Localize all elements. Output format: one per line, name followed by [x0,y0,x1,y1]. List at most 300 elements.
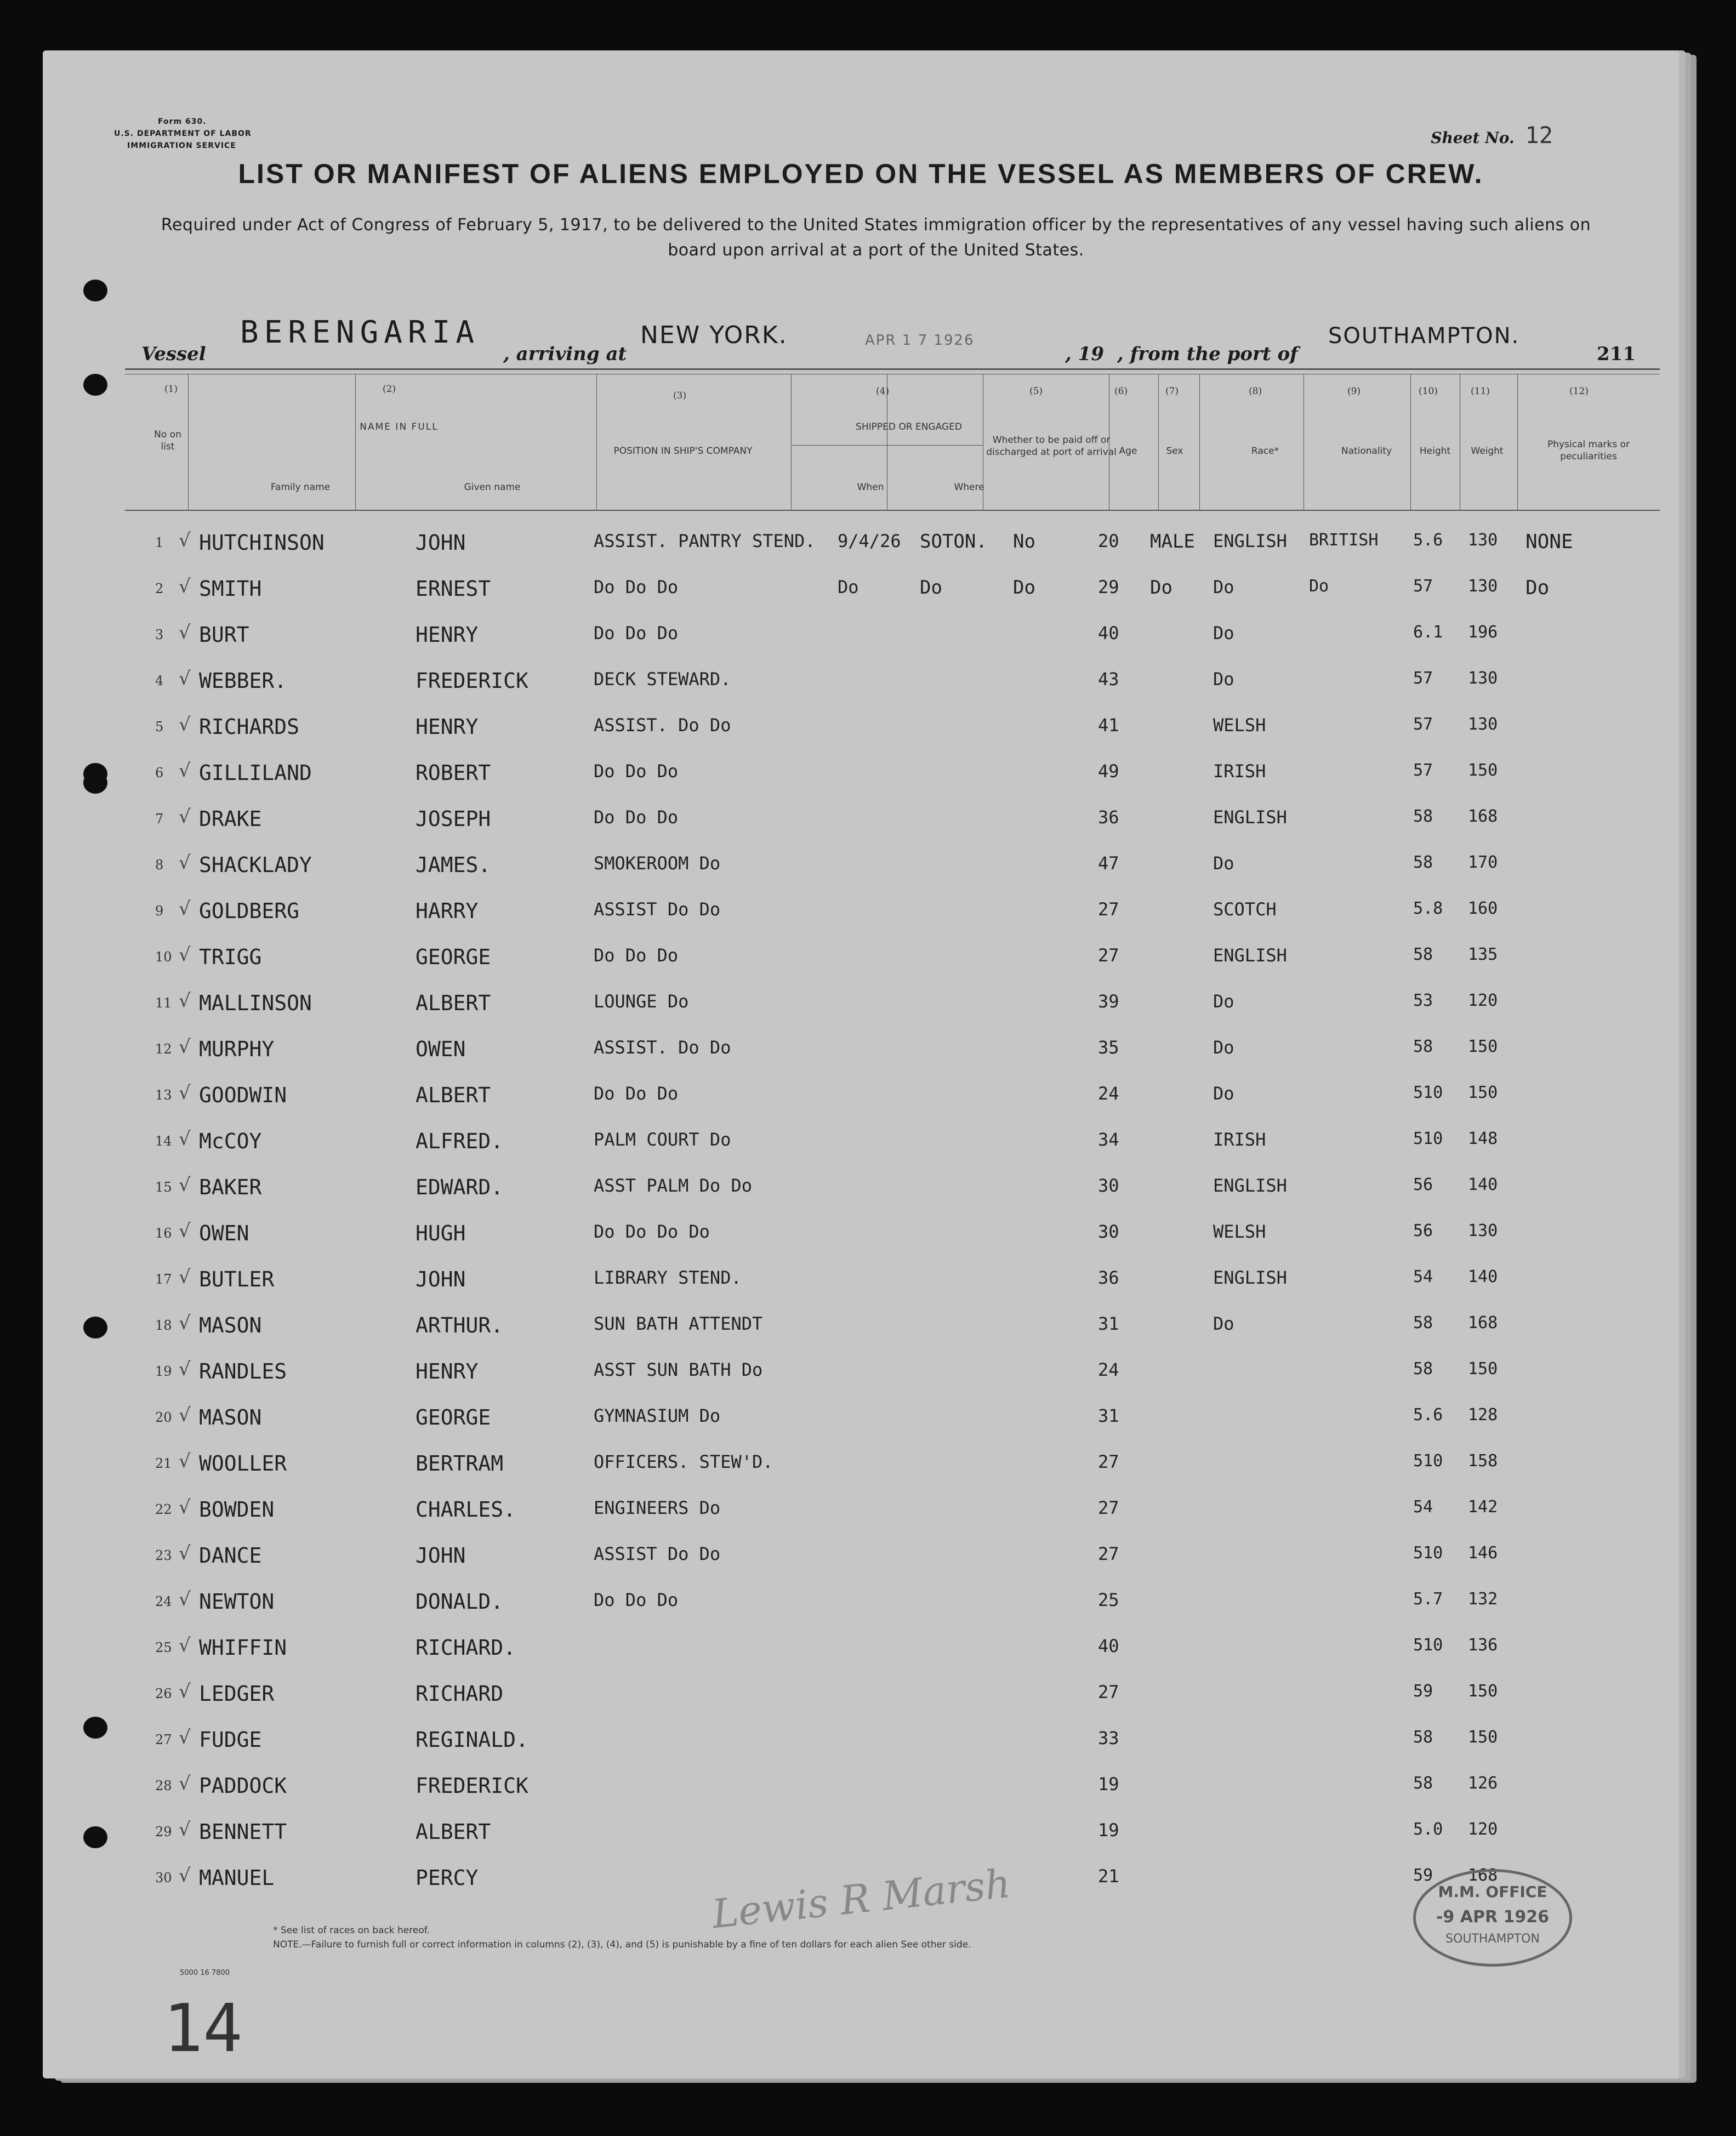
check-mark-icon: √ [179,1036,191,1058]
age: 36 [1098,807,1119,828]
weight: 150 [1468,1037,1498,1056]
age: 33 [1098,1728,1119,1748]
given-name: REGINALD. [415,1728,528,1752]
given-name: HENRY [415,1359,479,1383]
port-of-arrival: NEW YORK. [640,321,788,349]
paid-off: No [1013,531,1035,552]
age: 27 [1098,899,1119,920]
family-name: McCOY [199,1129,262,1153]
position: SUN BATH ATTENDT [594,1313,763,1334]
height: 58 [1413,1728,1433,1747]
print-code: 5000 16 7800 [180,1969,230,1977]
height: 510 [1413,1129,1443,1148]
row-number: 30 [155,1870,172,1886]
age: 24 [1098,1083,1119,1104]
arrival-date-stamp: APR 1 7 1926 [865,332,975,349]
height: 58 [1413,1774,1433,1793]
height: 54 [1413,1497,1433,1517]
age: 49 [1098,761,1119,782]
table-row [43,1034,1679,1080]
row-number: 16 [155,1226,172,1241]
row-number: 18 [155,1318,172,1333]
race: WELSH [1213,715,1266,736]
check-mark-icon: √ [179,1634,191,1656]
row-number: 15 [155,1180,172,1195]
col-num-5: (5) [1029,386,1043,397]
given-name: RICHARD [415,1682,504,1706]
weight: 140 [1468,1267,1498,1286]
check-mark-icon: √ [179,1082,191,1104]
vessel-line [43,295,1679,365]
position: PALM COURT Do [594,1129,731,1150]
race: ENGLISH [1213,1267,1287,1288]
row-number: 23 [155,1548,172,1563]
col-when: When [857,482,884,493]
table-row [43,573,1679,619]
given-name: ROBERT [415,761,491,785]
check-mark-icon: √ [179,1312,191,1334]
weight: 168 [1468,1866,1498,1885]
col-num-8: (8) [1249,386,1262,397]
race: SCOTCH [1213,899,1277,920]
race: ENGLISH [1213,531,1287,551]
position: ASSIST Do Do [594,899,721,920]
col-physical-marks: Physical marks or peculiarities [1547,439,1630,462]
table-row [43,1770,1679,1816]
weight: 130 [1468,531,1498,550]
column-rule [188,374,189,510]
weight: 150 [1468,1359,1498,1379]
check-mark-icon: √ [179,898,191,920]
weight: 130 [1468,669,1498,688]
row-number: 14 [155,1133,172,1149]
col-weight: Weight [1471,446,1504,457]
height: 56 [1413,1221,1433,1240]
family-name: MASON [199,1313,262,1337]
family-name: DANCE [199,1543,262,1568]
height: 57 [1413,669,1433,688]
header-bottom-rule [125,510,1660,511]
row-number: 12 [155,1041,172,1057]
height: 5.8 [1413,899,1443,918]
check-mark-icon: √ [179,1404,191,1426]
row-number: 3 [155,627,164,642]
given-name: HENRY [415,623,479,647]
family-name: NEWTON [199,1590,275,1614]
age: 29 [1098,577,1119,597]
department: U.S. DEPARTMENT OF LABOR [114,129,252,138]
age: 27 [1098,945,1119,966]
from-port-label: , from the port of [1117,343,1298,365]
weight: 142 [1468,1497,1498,1517]
stamp-line-1: M.M. OFFICE [1438,1883,1547,1901]
table-row [43,665,1679,711]
table-row [43,1310,1679,1356]
family-name: MASON [199,1405,262,1429]
height: 5.6 [1413,531,1443,550]
race: IRISH [1213,1129,1266,1150]
check-mark-icon: √ [179,1773,191,1795]
height: 58 [1413,1313,1433,1332]
given-name: FREDERICK [415,1774,528,1798]
table-row [43,1356,1679,1402]
table-row [43,988,1679,1034]
row-number: 7 [155,811,164,827]
weight: 146 [1468,1543,1498,1563]
age: 41 [1098,715,1119,736]
age: 34 [1098,1129,1119,1150]
check-mark-icon: √ [179,990,191,1012]
stamp-line-2: -9 APR 1926 [1436,1907,1549,1927]
row-number: 13 [155,1087,172,1103]
race: ENGLISH [1213,1175,1287,1196]
position: SMOKEROOM Do [594,853,721,874]
weight: 170 [1468,853,1498,872]
age: 47 [1098,853,1119,874]
race: ENGLISH [1213,807,1287,828]
table-row [43,1080,1679,1126]
weight: 150 [1468,1682,1498,1701]
given-name: JOSEPH [415,807,491,831]
age: 36 [1098,1267,1119,1288]
given-name: GEORGE [415,1405,491,1429]
check-mark-icon: √ [179,1128,191,1150]
row-number: 19 [155,1364,172,1379]
check-mark-icon: √ [179,1588,191,1610]
family-name: SMITH [199,577,262,601]
given-name: OWEN [415,1037,466,1061]
check-mark-icon: √ [179,668,191,690]
col-num-6: (6) [1114,386,1128,397]
given-name: PERCY [415,1866,479,1890]
row-number: 11 [155,995,172,1011]
height: 57 [1413,715,1433,734]
weight: 130 [1468,1221,1498,1240]
column-rule [791,374,792,510]
check-mark-icon: √ [179,1358,191,1380]
row-number: 8 [155,857,164,873]
table-row [43,1218,1679,1264]
family-name: MALLINSON [199,991,312,1015]
col-paid-off: Whether to be paid off or discharged at port of arrival [986,435,1117,458]
table-row [43,757,1679,804]
given-name: BERTRAM [415,1451,504,1476]
table-row [43,804,1679,850]
age: 39 [1098,991,1119,1012]
family-name: MANUEL [199,1866,275,1890]
year-label: , 19 [1065,343,1104,365]
family-name: FUDGE [199,1728,262,1752]
given-name: ALBERT [415,1083,491,1107]
position: Do Do Do Do [594,1221,710,1242]
table-row [43,1172,1679,1218]
check-mark-icon: √ [179,1496,191,1518]
table-row [43,850,1679,896]
height: 59 [1413,1682,1433,1701]
row-number: 2 [155,581,164,596]
form-title: LIST OR MANIFEST OF ALIENS EMPLOYED ON THE VESSEL AS MEMBERS OF CREW. [238,158,1484,189]
shipped-where: SOTON. [920,531,987,552]
height: 57 [1413,577,1433,596]
position: ASSIST. PANTRY STEND. [594,531,816,551]
row-number: 6 [155,765,164,781]
given-name: HUGH [415,1221,466,1245]
height: 6.1 [1413,623,1443,642]
check-mark-icon: √ [179,714,191,736]
position: Do Do Do [594,1590,679,1610]
position: Do Do Do [594,577,679,597]
col-num-12: (12) [1569,386,1589,397]
given-name: JOHN [415,1267,466,1291]
race: Do [1213,669,1234,690]
table-row [43,1586,1679,1632]
position: OFFICERS. STEW'D. [594,1451,773,1472]
age: 35 [1098,1037,1119,1058]
vessel-name: BERENGARIA [240,315,480,350]
col-no-on-list: No on list [154,429,181,452]
check-mark-icon: √ [179,1220,191,1242]
table-row [43,1126,1679,1172]
column-rule [596,374,597,510]
row-number: 1 [155,535,164,550]
weight: 150 [1468,761,1498,780]
check-mark-icon: √ [179,1727,191,1748]
sheet-number [1431,122,1553,149]
height: 510 [1413,1083,1443,1102]
family-name: BAKER [199,1175,262,1199]
position: ENGINEERS Do [594,1497,721,1518]
page-mark: 14 [163,1991,243,2067]
age: 40 [1098,623,1119,643]
position: LIBRARY STEND. [594,1267,742,1288]
weight: 160 [1468,899,1498,918]
weight: 135 [1468,945,1498,964]
age: 21 [1098,1866,1119,1887]
check-mark-icon: √ [179,1266,191,1288]
col-height: Height [1419,446,1451,457]
age: 27 [1098,1543,1119,1564]
position: Do Do Do [594,1083,679,1104]
check-mark-icon: √ [179,1819,191,1841]
weight: 168 [1468,1313,1498,1332]
table-row [43,1724,1679,1770]
office-stamp [1413,1869,1572,1967]
check-mark-icon: √ [179,944,191,966]
col-shipped-engaged: SHIPPED OR ENGAGED [856,421,962,432]
race: WELSH [1213,1221,1266,1242]
table-row [43,1816,1679,1862]
sex: MALE [1150,531,1195,552]
age: 30 [1098,1221,1119,1242]
col-num-7: (7) [1165,386,1179,397]
sex: Do [1150,577,1172,599]
row-number: 21 [155,1456,172,1471]
sheet-label: Sheet No. [1431,129,1515,147]
age: 31 [1098,1313,1119,1334]
manifest-sheet [43,50,1679,2078]
family-name: WOOLLER [199,1451,287,1476]
col-position: POSITION IN SHIP'S COMPANY [613,446,753,457]
row-number: 26 [155,1686,172,1701]
race: ENGLISH [1213,945,1287,966]
given-name: FREDERICK [415,669,528,693]
weight: 140 [1468,1175,1498,1194]
port-of-departure: SOUTHAMPTON. [1328,323,1520,349]
check-mark-icon: √ [179,529,191,551]
check-mark-icon: √ [179,1542,191,1564]
paid-off: Do [1013,577,1035,599]
weight: 128 [1468,1405,1498,1425]
given-name: ARTHUR. [415,1313,504,1337]
row-number: 25 [155,1640,172,1655]
race: Do [1213,1313,1234,1334]
family-name: MURPHY [199,1037,275,1061]
position: ASST SUN BATH Do [594,1359,763,1380]
age: 19 [1098,1820,1119,1841]
family-name: BOWDEN [199,1497,275,1522]
age: 27 [1098,1451,1119,1472]
given-name: GEORGE [415,945,491,969]
position: LOUNGE Do [594,991,689,1012]
family-name: GOODWIN [199,1083,287,1107]
family-name: GILLILAND [199,761,312,785]
vessel-label: Vessel [141,343,206,365]
col-where: Where [954,482,984,493]
given-name: EDWARD. [415,1175,504,1199]
race: Do [1213,1037,1234,1058]
race: Do [1213,577,1234,597]
weight: 130 [1468,715,1498,734]
weight: 168 [1468,807,1498,826]
position: ASSIST. Do Do [594,715,731,736]
weight: 132 [1468,1590,1498,1609]
col-num-11: (11) [1471,386,1490,397]
age: 40 [1098,1636,1119,1656]
shipped-where: Do [920,577,942,599]
nationality: Do [1309,577,1329,596]
col-age: Age [1119,446,1137,457]
weight: 126 [1468,1774,1498,1793]
col-num-3: (3) [673,390,687,401]
shipped-subrule [791,445,983,446]
col-num-1: (1) [164,384,178,395]
family-name: RICHARDS [199,715,300,739]
race: Do [1213,853,1234,874]
height: 58 [1413,853,1433,872]
col-family-name: Family name [270,482,331,493]
check-mark-icon: √ [179,1681,191,1702]
race: Do [1213,623,1234,643]
age: 19 [1098,1774,1119,1795]
family-name: WEBBER. [199,669,287,693]
col-num-2: (2) [383,384,396,395]
form-number: Form 630. [158,117,207,126]
shipped-when: 9/4/26 [838,531,901,551]
column-rule [1199,374,1200,510]
row-number: 24 [155,1594,172,1609]
table-row [43,896,1679,942]
family-name: BURT [199,623,249,647]
row-number: 10 [155,949,172,965]
check-mark-icon: √ [179,576,191,597]
penalty-note: NOTE.—Failure to furnish full or correct information in columns (2), (3), (4), and (5) is punishable by a fine of ten dollars for each alien See other side. [273,1939,971,1950]
weight: 196 [1468,623,1498,642]
col-given-name: Given name [464,482,521,493]
col-nationality: Nationality [1341,446,1392,457]
family-name: BUTLER [199,1267,275,1291]
arriving-label: , arriving at [503,343,627,365]
given-name: JAMES. [415,853,491,877]
weight: 158 [1468,1451,1498,1471]
table-row [43,1494,1679,1540]
signature: Lewis R Marsh [710,1860,1013,1938]
family-name: BENNETT [199,1820,287,1844]
height: 58 [1413,1359,1433,1379]
shipped-when: Do [838,577,859,597]
age: 43 [1098,669,1119,690]
given-name: ALBERT [415,1820,491,1844]
col-num-4: (4) [876,386,890,397]
given-name: ERNEST [415,577,491,601]
age: 20 [1098,531,1119,551]
column-rule [1158,374,1159,510]
stamp-line-3: SOUTHAMPTON [1445,1932,1540,1946]
family-name: TRIGG [199,945,262,969]
check-mark-icon: √ [179,1450,191,1472]
races-footnote: * See list of races on back hereof. [273,1925,430,1936]
given-name: HENRY [415,715,479,739]
height: 5.7 [1413,1590,1443,1609]
table-row [43,1402,1679,1448]
table-row [43,1448,1679,1494]
given-name: CHARLES. [415,1497,516,1522]
given-name: JOHN [415,531,466,555]
nationality: BRITISH [1309,531,1379,550]
table-row [43,1540,1679,1586]
check-mark-icon: √ [179,852,191,874]
position: DECK STEWARD. [594,669,731,690]
check-mark-icon: √ [179,1174,191,1196]
weight: 120 [1468,991,1498,1010]
height: 510 [1413,1636,1443,1655]
family-name: LEDGER [199,1682,275,1706]
height: 5.6 [1413,1405,1443,1425]
position: ASST PALM Do Do [594,1175,752,1196]
position: Do Do Do [594,761,679,782]
family-name: PADDOCK [199,1774,287,1798]
row-number: 27 [155,1732,172,1747]
row-number: 22 [155,1502,172,1517]
height: 59 [1413,1866,1433,1885]
position: ASSIST Do Do [594,1543,721,1564]
given-name: RICHARD. [415,1636,516,1660]
height: 5.0 [1413,1820,1443,1839]
family-name: GOLDBERG [199,899,300,923]
position: Do Do Do [594,623,679,643]
given-name: ALFRED. [415,1129,504,1153]
race: IRISH [1213,761,1266,782]
physical-marks: Do [1526,577,1550,599]
physical-marks: NONE [1526,531,1573,553]
weight: 130 [1468,577,1498,596]
check-mark-icon: √ [179,1865,191,1887]
table-row [43,942,1679,988]
list-number: 211 [1597,343,1636,365]
height: 58 [1413,945,1433,964]
table-row [43,1632,1679,1678]
check-mark-icon: √ [179,760,191,782]
position: Do Do Do [594,807,679,828]
